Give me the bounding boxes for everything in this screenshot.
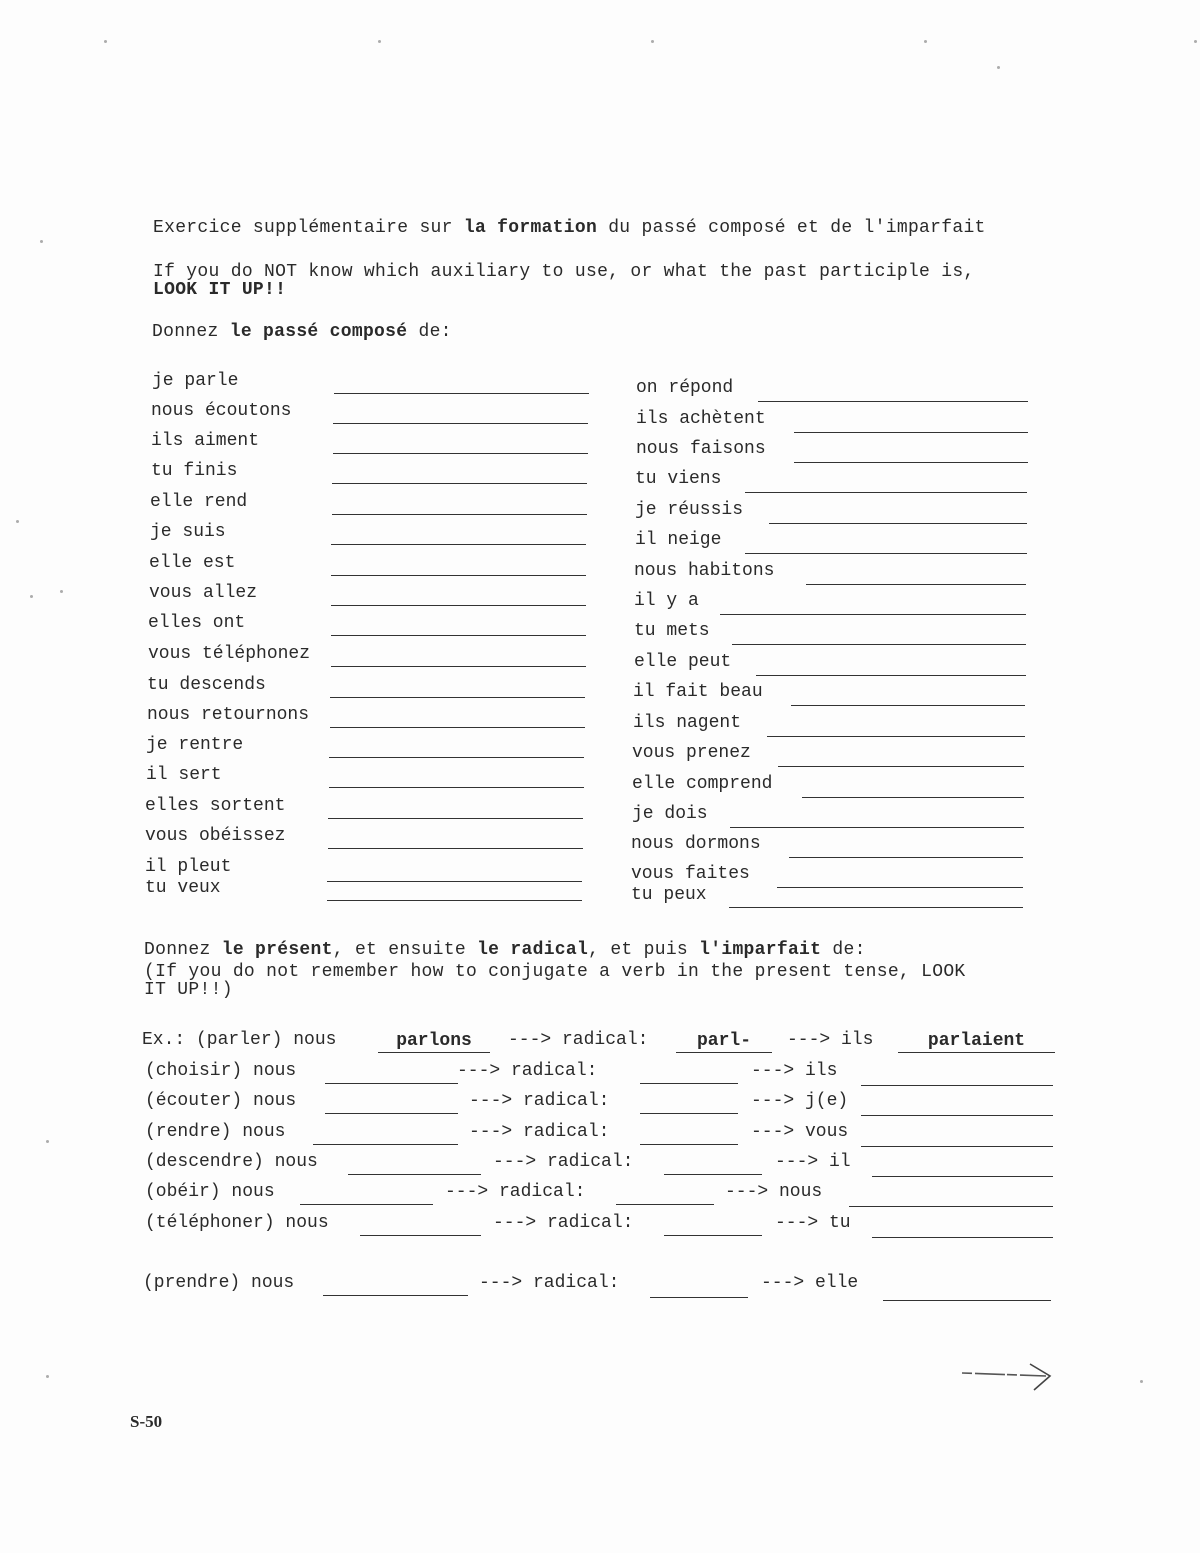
exercise-row [145, 796, 585, 820]
exercise-row [634, 561, 1029, 585]
answer-blank[interactable] [329, 757, 584, 758]
verb-prompt: tu mets [634, 621, 710, 641]
imparfait-blank[interactable] [861, 1146, 1053, 1147]
imparfait-label: ---> ils [751, 1061, 838, 1081]
prompt-bold-text: le radical [477, 940, 589, 960]
radical-blank[interactable] [650, 1297, 748, 1298]
exercise-row [151, 461, 591, 485]
answer-blank[interactable] [330, 697, 585, 698]
scan-speck [651, 40, 654, 43]
present-blank[interactable] [325, 1113, 458, 1114]
radical-blank[interactable] [664, 1174, 762, 1175]
radical-label: ---> radical: [508, 1030, 649, 1050]
verb-prompt: nous faisons [636, 439, 766, 459]
radical-label: ---> radical: [493, 1213, 634, 1233]
answer-blank[interactable] [331, 575, 586, 576]
verb-prompt: (obéir) nous [145, 1182, 275, 1202]
imparfait-label: ---> tu [775, 1213, 851, 1233]
exercise-row [633, 682, 1028, 706]
next-page-arrow-icon [958, 1358, 1058, 1394]
answer-blank[interactable] [331, 666, 586, 667]
verb-prompt: il fait beau [633, 682, 763, 702]
scan-speck [60, 590, 63, 593]
verb-prompt: je parle [152, 371, 239, 391]
conjugation-row [143, 1273, 1058, 1297]
verb-prompt: vous allez [149, 583, 258, 603]
scan-speck [997, 66, 1000, 69]
verb-prompt: on répond [636, 378, 734, 398]
verb-prompt: je dois [632, 804, 708, 824]
radical-blank[interactable] [616, 1204, 714, 1205]
verb-prompt: (descendre) nous [145, 1152, 318, 1172]
verb-prompt: (téléphoner) nous [145, 1213, 329, 1233]
scan-speck [16, 520, 19, 523]
exercise-row [151, 401, 591, 425]
example-present-answer: parlons [378, 1030, 490, 1053]
answer-blank[interactable] [328, 848, 583, 849]
exercise-row [149, 583, 589, 607]
exercise-row [150, 492, 590, 516]
imparfait-blank[interactable] [883, 1300, 1051, 1301]
answer-blank[interactable] [333, 453, 588, 454]
verb-prompt: elle rend [150, 492, 248, 512]
example-verb-prompt: Ex.: (parler) nous [142, 1030, 337, 1050]
verb-prompt: il pleut [145, 857, 232, 877]
imparfait-label: ---> ils [787, 1030, 874, 1050]
answer-blank[interactable] [778, 766, 1024, 767]
answer-blank[interactable] [791, 705, 1025, 706]
verb-prompt: nous retournons [147, 705, 310, 725]
verb-prompt: tu peux [631, 885, 707, 905]
present-blank[interactable] [323, 1295, 468, 1296]
answer-blank[interactable] [334, 393, 589, 394]
answer-blank[interactable] [769, 523, 1027, 524]
verb-prompt: (écouter) nous [145, 1091, 297, 1111]
prompt-bold-text: le présent [221, 940, 333, 960]
exercise-row [636, 439, 1031, 463]
answer-blank[interactable] [802, 797, 1024, 798]
example-radical-answer: parl- [676, 1030, 772, 1053]
imparfait-blank[interactable] [872, 1176, 1053, 1177]
imparfait-blank[interactable] [849, 1206, 1053, 1207]
answer-blank[interactable] [789, 857, 1023, 858]
section1-prompt [152, 322, 452, 342]
exercise-row [148, 644, 588, 668]
exercise-row [149, 553, 589, 577]
example-row [142, 1030, 1057, 1054]
exercise-row [147, 675, 587, 699]
answer-blank[interactable] [745, 553, 1027, 554]
radical-blank[interactable] [640, 1113, 738, 1114]
exercise-row [634, 621, 1029, 645]
exercise-row [632, 804, 1027, 828]
exercise-row [635, 469, 1030, 493]
exercise-row [634, 652, 1029, 676]
present-blank[interactable] [360, 1235, 481, 1236]
verb-prompt: ils achètent [636, 409, 766, 429]
verb-prompt: (choisir) nous [145, 1061, 297, 1081]
verb-prompt: vous faites [631, 864, 750, 884]
answer-blank[interactable] [330, 727, 585, 728]
scan-speck [30, 595, 33, 598]
verb-prompt: tu viens [635, 469, 722, 489]
imparfait-blank[interactable] [861, 1115, 1053, 1116]
answer-blank[interactable] [332, 514, 587, 515]
verb-prompt: tu finis [151, 461, 238, 481]
verb-prompt: (rendre) nous [145, 1122, 286, 1142]
verb-prompt: vous prenez [632, 743, 751, 763]
imparfait-label: ---> elle [761, 1273, 859, 1293]
radical-label: ---> radical: [493, 1152, 634, 1172]
radical-blank[interactable] [664, 1235, 762, 1236]
verb-prompt: il y a [634, 591, 699, 611]
radical-blank[interactable] [640, 1144, 738, 1145]
verb-prompt: ils aiment [151, 431, 260, 451]
conjugation-row [145, 1061, 1060, 1085]
imparfait-label: ---> vous [751, 1122, 849, 1142]
exercise-row [632, 774, 1027, 798]
section2-note-line-2: IT UP!!) [144, 980, 233, 1000]
present-blank[interactable] [300, 1204, 433, 1205]
answer-blank[interactable] [794, 432, 1028, 433]
radical-label: ---> radical: [469, 1091, 610, 1111]
answer-blank[interactable] [732, 644, 1026, 645]
exercise-row [636, 409, 1031, 433]
scan-speck [1140, 1380, 1143, 1383]
title-bold-text: la formation [463, 218, 598, 238]
verb-prompt: ils nagent [633, 713, 742, 733]
example-imparfait-answer: parlaient [898, 1030, 1055, 1053]
answer-blank[interactable] [332, 483, 587, 484]
imparfait-label: ---> j(e) [751, 1091, 849, 1111]
imparfait-label: ---> nous [725, 1182, 823, 1202]
answer-blank[interactable] [745, 492, 1027, 493]
prompt-text-end: de: [407, 322, 452, 342]
verb-prompt: vous obéissez [145, 826, 286, 846]
verb-prompt: il sert [146, 765, 222, 785]
instruction-line-1: If you do NOT know which auxiliary to use, or what the past participle is, [153, 262, 975, 282]
scan-speck [1194, 40, 1197, 43]
verb-prompt: nous dormons [631, 834, 761, 854]
prompt-text-end: de: [821, 940, 866, 960]
scan-speck [46, 1140, 49, 1143]
prompt-bold-text: le passé composé [229, 322, 408, 342]
answer-blank[interactable] [331, 635, 586, 636]
answer-blank[interactable] [720, 614, 1026, 615]
verb-prompt: elles sortent [145, 796, 286, 816]
answer-blank[interactable] [730, 827, 1024, 828]
exercise-row [631, 885, 1026, 909]
verb-prompt: je rentre [146, 735, 244, 755]
prompt-bold-text: l'imparfait [699, 940, 822, 960]
exercise-row [634, 591, 1029, 615]
exercise-row [146, 735, 586, 759]
verb-prompt: je réussis [635, 500, 744, 520]
title-text-end: du passé composé et de l'imparfait [597, 218, 986, 238]
answer-blank[interactable] [333, 423, 588, 424]
scan-speck [924, 40, 927, 43]
instruction-line-2: LOOK IT UP!! [153, 280, 287, 300]
answer-blank[interactable] [767, 736, 1025, 737]
prompt-text: Donnez [144, 940, 222, 960]
present-blank[interactable] [348, 1174, 481, 1175]
section2-prompt [144, 940, 866, 960]
title-text: Exercice supplémentaire sur [153, 218, 464, 238]
radical-label: ---> radical: [479, 1273, 620, 1293]
answer-blank[interactable] [331, 544, 586, 545]
verb-prompt: je suis [150, 522, 226, 542]
exercise-row [635, 530, 1030, 554]
scan-speck [46, 1375, 49, 1378]
answer-blank[interactable] [328, 818, 583, 819]
verb-prompt: tu veux [145, 878, 221, 898]
section2-note-line-1: (If you do not remember how to conjugate a verb in the present tense, LOOK [144, 962, 966, 982]
verb-prompt: vous téléphonez [148, 644, 311, 664]
conjugation-row [145, 1152, 1060, 1176]
scan-speck [104, 40, 107, 43]
answer-blank[interactable] [756, 675, 1026, 676]
radical-blank[interactable] [640, 1083, 738, 1084]
verb-prompt: elle est [149, 553, 236, 573]
exercise-row [636, 378, 1031, 402]
verb-prompt: elle comprend [632, 774, 773, 794]
present-blank[interactable] [325, 1083, 458, 1084]
verb-prompt: nous écoutons [151, 401, 292, 421]
worksheet-title [153, 218, 986, 238]
exercise-row [145, 878, 585, 902]
verb-prompt: tu descends [147, 675, 266, 695]
exercise-row [148, 613, 588, 637]
answer-blank[interactable] [331, 605, 586, 606]
scan-speck [378, 40, 381, 43]
page-number: S-50 [130, 1412, 163, 1431]
verb-prompt: elle peut [634, 652, 732, 672]
exercise-row [146, 765, 586, 789]
conjugation-row [145, 1182, 1060, 1206]
verb-prompt: il neige [635, 530, 722, 550]
prompt-text: , et ensuite [332, 940, 478, 960]
verb-prompt: elles ont [148, 613, 246, 633]
imparfait-label: ---> il [775, 1152, 851, 1172]
scan-speck [40, 240, 43, 243]
exercise-row [145, 826, 585, 850]
exercise-row [631, 834, 1026, 858]
answer-blank[interactable] [794, 462, 1028, 463]
answer-blank[interactable] [327, 900, 582, 901]
present-blank[interactable] [313, 1144, 458, 1145]
exercise-row [632, 743, 1027, 767]
exercise-row [151, 431, 591, 455]
radical-label: ---> radical: [469, 1122, 610, 1142]
answer-blank[interactable] [729, 907, 1023, 908]
exercise-row [633, 713, 1028, 737]
imparfait-blank[interactable] [872, 1237, 1053, 1238]
radical-label: ---> radical: [457, 1061, 598, 1081]
radical-label: ---> radical: [445, 1182, 586, 1202]
answer-blank[interactable] [758, 401, 1028, 402]
exercise-row [147, 705, 587, 729]
imparfait-blank[interactable] [861, 1085, 1053, 1086]
conjugation-row [145, 1122, 1060, 1146]
verb-prompt: (prendre) nous [143, 1273, 295, 1293]
conjugation-row [145, 1213, 1060, 1237]
answer-blank[interactable] [329, 787, 584, 788]
exercise-row [152, 371, 592, 395]
prompt-text: Donnez [152, 322, 230, 342]
conjugation-row [145, 1091, 1060, 1115]
exercise-row [150, 522, 590, 546]
verb-prompt: nous habitons [634, 561, 775, 581]
answer-blank[interactable] [806, 584, 1026, 585]
exercise-row [635, 500, 1030, 524]
prompt-text: , et puis [588, 940, 700, 960]
